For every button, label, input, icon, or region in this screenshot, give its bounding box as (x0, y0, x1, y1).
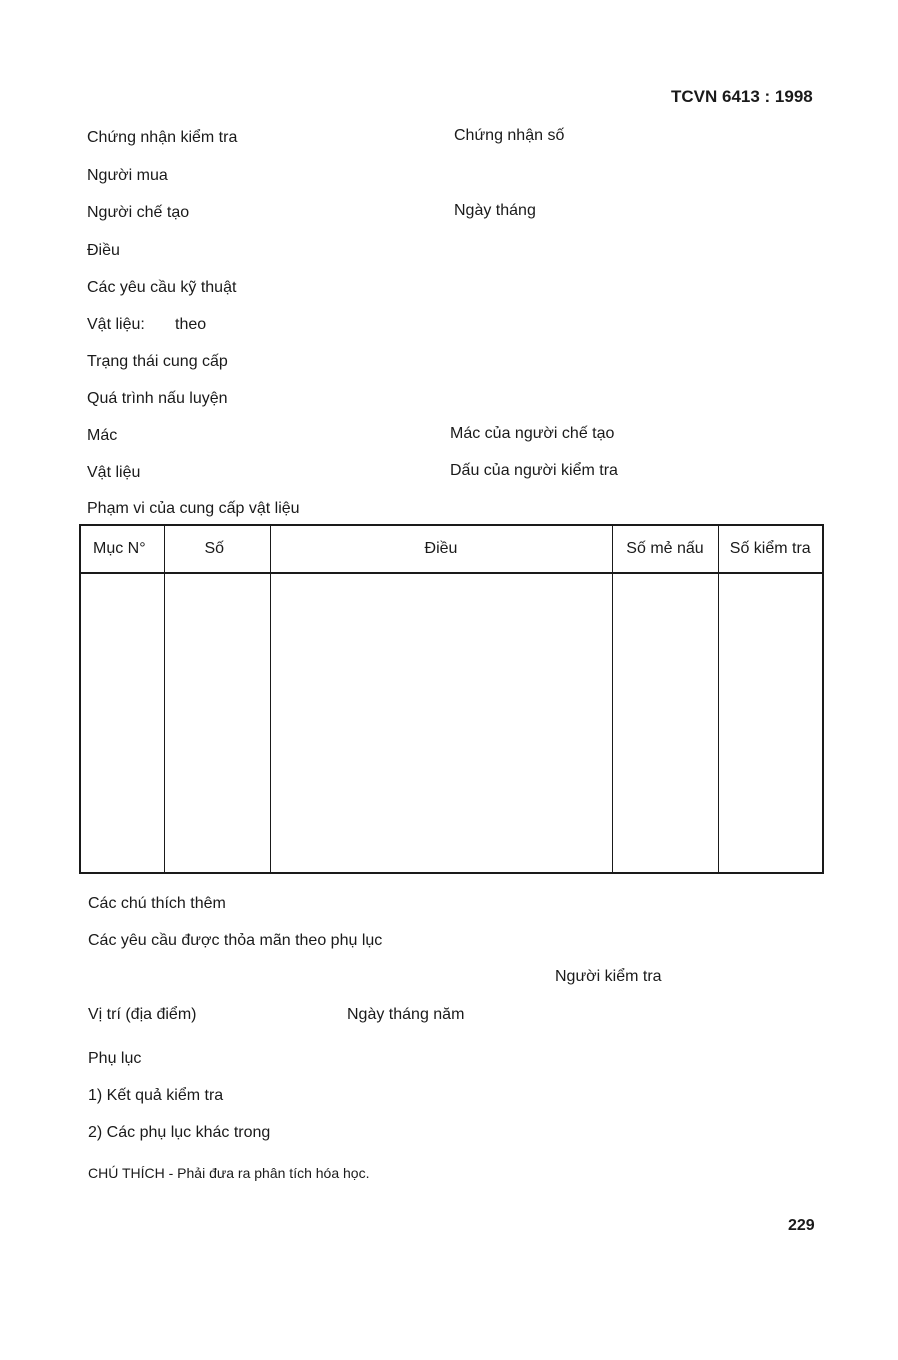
material-label-2: Vật liệu (87, 464, 141, 481)
delivery-state-label: Trạng thái cung cấp (87, 353, 228, 370)
supply-scope-label: Phạm vi của cung cấp vật liệu (87, 500, 300, 517)
melting-process-label: Quá trình nấu luyện (87, 390, 228, 407)
col-header-inspection-number: Số kiểm tra (718, 525, 823, 573)
table-body-row (80, 573, 823, 873)
material-label: Vật liệu: (87, 316, 145, 333)
inspector-label: Người kiểm tra (555, 968, 662, 985)
col-header-heat-number: Số mẻ nấu (612, 525, 718, 573)
tech-requirements-label: Các yêu cầu kỹ thuật (87, 279, 237, 296)
col-header-clause: Điều (270, 525, 612, 573)
requirements-met-label: Các yêu cầu được thỏa mãn theo phụ lục (88, 932, 383, 949)
table-cell (718, 573, 823, 873)
grade-label: Mác (87, 427, 118, 444)
page-number: 229 (788, 1217, 815, 1234)
col-header-number: Số (164, 525, 270, 573)
col-header-item-no: Mục N° (80, 525, 164, 573)
table-cell (612, 573, 718, 873)
table-cell (270, 573, 612, 873)
manufacturer-label: Người chế tạo (87, 204, 190, 221)
clause-label: Điều (87, 242, 120, 259)
additional-notes-label: Các chú thích thêm (88, 895, 226, 912)
manufacturer-grade-label: Mác của người chế tạo (450, 425, 615, 442)
supply-table (79, 524, 824, 874)
cert-inspection-label: Chứng nhận kiểm tra (87, 129, 238, 146)
standard-code: TCVN 6413 : 1998 (671, 87, 813, 106)
appendix-item-1: 1) Kết quả kiểm tra (88, 1087, 224, 1104)
table-header-row (80, 525, 823, 573)
chemical-analysis-note: CHÚ THÍCH - Phải đưa ra phân tích hóa học. (88, 1165, 370, 1181)
table-cell (164, 573, 270, 873)
table-cell (80, 573, 164, 873)
appendix-item-2: 2) Các phụ lục khác trong (88, 1124, 271, 1141)
appendix-heading: Phụ lục (88, 1050, 142, 1067)
date-label: Ngày tháng (454, 202, 536, 219)
material-theo-label: theo (175, 316, 207, 333)
buyer-label: Người mua (87, 167, 168, 184)
date-full-label: Ngày tháng năm (347, 1006, 465, 1023)
location-label: Vị trí (địa điểm) (88, 1006, 197, 1023)
cert-number-label: Chứng nhận số (454, 127, 565, 144)
inspector-stamp-label: Dấu của người kiểm tra (450, 462, 618, 479)
